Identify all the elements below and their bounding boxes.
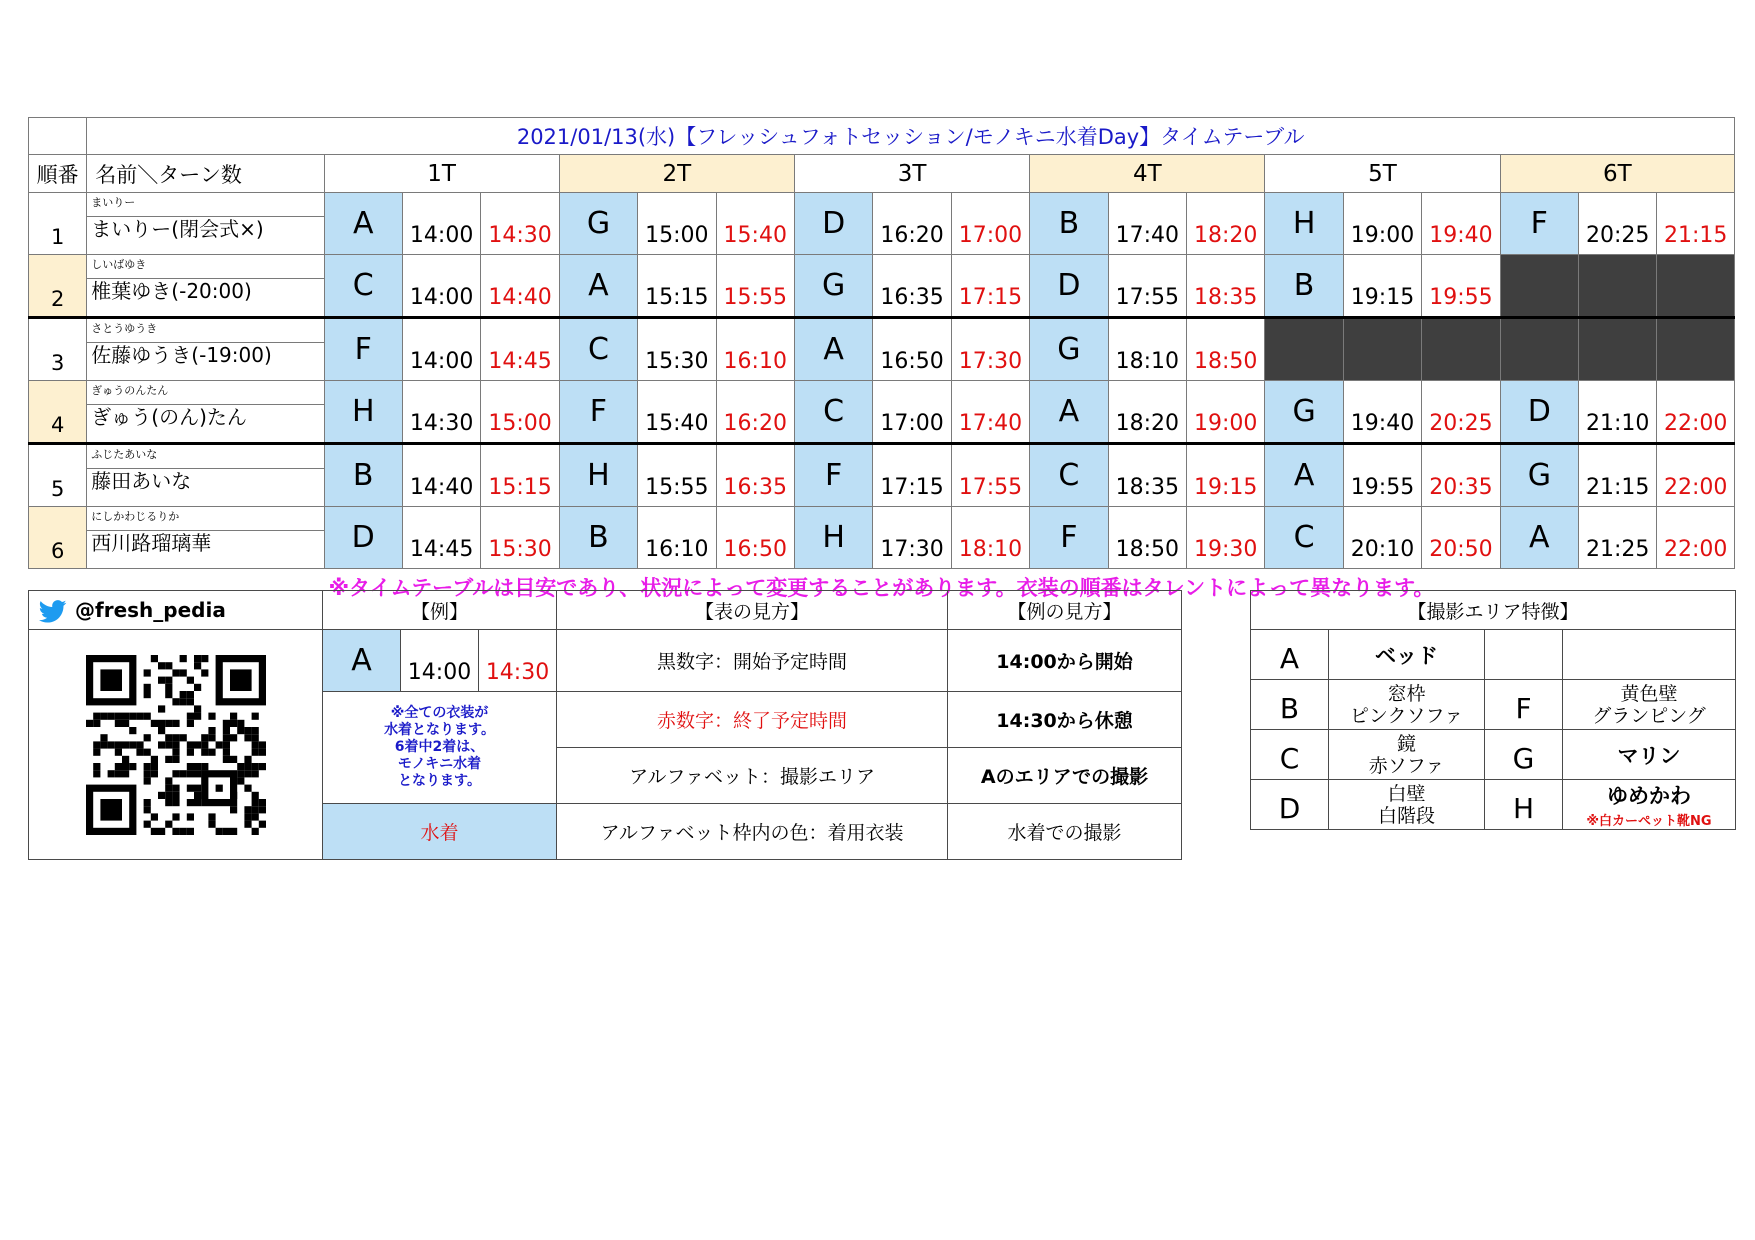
area-row — [1251, 730, 1736, 780]
area-letter: F — [1500, 193, 1578, 255]
table-row — [29, 255, 1735, 318]
area-letter: G — [1030, 318, 1108, 381]
start-time: 14:00 — [402, 193, 480, 255]
qr-code-cell — [29, 630, 323, 860]
unavailable-cell — [1657, 318, 1735, 381]
end-time: 15:40 — [716, 193, 794, 255]
area-letter: C — [1265, 507, 1343, 569]
area-row — [1251, 630, 1736, 680]
area-letter: G — [794, 255, 872, 318]
end-time: 17:00 — [951, 193, 1029, 255]
start-time: 14:00 — [402, 318, 480, 381]
area-letter: H — [324, 381, 402, 444]
end-time: 17:40 — [951, 381, 1029, 444]
start-time: 17:15 — [873, 444, 951, 507]
start-time: 17:00 — [873, 381, 951, 444]
area-letter: H — [794, 507, 872, 569]
area-description — [1329, 730, 1485, 780]
howto-header: 【表の見方】 — [557, 591, 948, 630]
talent-name-cell — [87, 507, 324, 569]
area-key: H — [1485, 780, 1563, 830]
table-row — [29, 381, 1735, 444]
start-time: 14:40 — [402, 444, 480, 507]
area-letter: F — [559, 381, 637, 444]
end-time: 20:25 — [1422, 381, 1500, 444]
table-row — [29, 507, 1735, 569]
order-number: 2 — [29, 255, 87, 318]
area-description — [1329, 680, 1485, 730]
end-time: 19:30 — [1186, 507, 1264, 569]
talent-name-ruby: ふじたあいな — [91, 448, 158, 461]
end-time: 14:45 — [481, 318, 559, 381]
area-letter: H — [1265, 193, 1343, 255]
example-area-letter: A — [323, 630, 401, 692]
area-letter: A — [794, 318, 872, 381]
area-description-text: 黄色壁 グランピング — [1592, 682, 1706, 727]
talent-name-cell — [87, 318, 324, 381]
howto-end: 赤数字：終了予定時間 — [557, 692, 948, 748]
start-time: 18:50 — [1108, 507, 1186, 569]
end-time: 16:35 — [716, 444, 794, 507]
turn-header: 2T — [559, 155, 794, 193]
end-time: 19:00 — [1186, 381, 1264, 444]
area-description-text: ゆめかわ — [1607, 784, 1691, 808]
order-header: 順番 — [29, 155, 87, 193]
start-time: 19:15 — [1343, 255, 1421, 318]
start-time: 20:25 — [1579, 193, 1657, 255]
area-letter: G — [1265, 381, 1343, 444]
unavailable-cell — [1500, 318, 1578, 381]
unavailable-cell — [1500, 255, 1578, 318]
end-time: 17:55 — [951, 444, 1029, 507]
area-description — [1563, 730, 1736, 780]
order-number: 1 — [29, 193, 87, 255]
area-key: D — [1251, 780, 1329, 830]
talent-name: 西川路瑠璃華 — [87, 530, 323, 555]
turn-header: 3T — [794, 155, 1029, 193]
table-row — [29, 193, 1735, 255]
area-letter: H — [559, 444, 637, 507]
talent-name-ruby: ぎゅうのんたん — [91, 384, 169, 397]
end-time: 14:40 — [481, 255, 559, 318]
area-letter: A — [1265, 444, 1343, 507]
area-description — [1563, 780, 1736, 830]
area-letter: A — [324, 193, 402, 255]
area-key: F — [1485, 680, 1563, 730]
example-howto-end: 14:30から休憩 — [948, 692, 1182, 748]
turn-header: 4T — [1030, 155, 1265, 193]
turn-header: 5T — [1265, 155, 1500, 193]
twitter-handle: @fresh_pedia — [75, 597, 226, 622]
example-howto-area: Aのエリアでの撮影 — [948, 748, 1182, 804]
talent-name: 佐藤ゆうき(-19:00) — [87, 342, 323, 367]
area-letter: B — [559, 507, 637, 569]
area-note: ※白カーペット靴NG — [1586, 814, 1712, 829]
example-header: 【例】 — [323, 591, 557, 630]
area-description — [1563, 630, 1736, 680]
start-time: 14:00 — [402, 255, 480, 318]
example-howto-header: 【例の見方】 — [948, 591, 1182, 630]
howto-costume-color: アルファベット枠内の色：着用衣装 — [557, 804, 948, 860]
end-time: 19:40 — [1422, 193, 1500, 255]
start-time: 15:00 — [638, 193, 716, 255]
start-time: 15:55 — [638, 444, 716, 507]
area-letter: C — [559, 318, 637, 381]
unavailable-cell — [1579, 255, 1657, 318]
end-time: 15:30 — [481, 507, 559, 569]
area-letter: C — [324, 255, 402, 318]
turn-header: 6T — [1500, 155, 1734, 193]
start-time: 14:45 — [402, 507, 480, 569]
order-number: 4 — [29, 381, 87, 444]
start-time: 18:35 — [1108, 444, 1186, 507]
start-time: 14:30 — [402, 381, 480, 444]
start-time: 21:15 — [1579, 444, 1657, 507]
area-description — [1329, 780, 1485, 830]
talent-name-cell — [87, 381, 324, 444]
end-time: 19:55 — [1422, 255, 1500, 318]
table-row — [29, 444, 1735, 507]
area-letter: B — [324, 444, 402, 507]
start-time: 16:20 — [873, 193, 951, 255]
area-row — [1251, 680, 1736, 730]
area-description-text: 白壁 白階段 — [1377, 782, 1435, 827]
start-time: 19:00 — [1343, 193, 1421, 255]
example-end-time: 14:30 — [479, 630, 557, 692]
costume-note — [323, 692, 557, 804]
start-time: 16:50 — [873, 318, 951, 381]
end-time: 20:50 — [1422, 507, 1500, 569]
area-letter: D — [1500, 381, 1578, 444]
area-letter: A — [1030, 381, 1108, 444]
order-number: 6 — [29, 507, 87, 569]
start-time: 18:10 — [1108, 318, 1186, 381]
start-time: 17:30 — [873, 507, 951, 569]
end-time: 18:35 — [1186, 255, 1264, 318]
start-time: 15:30 — [638, 318, 716, 381]
start-time: 21:10 — [1579, 381, 1657, 444]
example-howto-costume: 水着での撮影 — [948, 804, 1182, 860]
end-time: 21:15 — [1657, 193, 1735, 255]
area-letter: A — [559, 255, 637, 318]
area-letter: G — [559, 193, 637, 255]
end-time: 19:15 — [1186, 444, 1264, 507]
schedule-notice: ※タイムテーブルは目安であり、状況によって変更することがあります。衣装の順番はタレントによって異なります。 — [328, 576, 1435, 600]
end-time: 18:20 — [1186, 193, 1264, 255]
area-letter: C — [794, 381, 872, 444]
start-time: 17:55 — [1108, 255, 1186, 318]
area-letter: A — [1500, 507, 1578, 569]
end-time: 15:15 — [481, 444, 559, 507]
area-features-table — [1250, 590, 1736, 830]
talent-name-cell — [87, 444, 324, 507]
unavailable-cell — [1265, 318, 1343, 381]
talent-name-ruby: しいばゆき — [91, 258, 147, 271]
start-time: 15:40 — [638, 381, 716, 444]
area-letter: D — [794, 193, 872, 255]
order-number: 5 — [29, 444, 87, 507]
unavailable-cell — [1422, 318, 1500, 381]
unavailable-cell — [1343, 318, 1421, 381]
howto-area: アルファベット：撮影エリア — [557, 748, 948, 804]
talent-name: ぎゅう(のん)たん — [87, 404, 323, 429]
area-features-title: 【撮影エリア特徴】 — [1251, 591, 1736, 630]
area-row — [1251, 780, 1736, 830]
costume-note-text: ※全ての衣装が 水着となります。 6着中2着は、 モノキニ水着 となります。 — [384, 705, 495, 789]
example-start-time: 14:00 — [401, 630, 479, 692]
end-time: 17:15 — [951, 255, 1029, 318]
area-description — [1329, 630, 1485, 680]
end-time: 22:00 — [1657, 444, 1735, 507]
end-time: 22:00 — [1657, 381, 1735, 444]
area-letter: C — [1030, 444, 1108, 507]
unavailable-cell — [1657, 255, 1735, 318]
area-key: C — [1251, 730, 1329, 780]
end-time: 22:00 — [1657, 507, 1735, 569]
area-key: A — [1251, 630, 1329, 680]
turn-header: 1T — [324, 155, 559, 193]
example-howto-start: 14:00から開始 — [948, 630, 1182, 692]
start-time: 16:35 — [873, 255, 951, 318]
unavailable-cell — [1579, 318, 1657, 381]
area-description — [1563, 680, 1736, 730]
timetable — [28, 117, 1735, 605]
start-time: 16:10 — [638, 507, 716, 569]
area-key: G — [1485, 730, 1563, 780]
start-time: 20:10 — [1343, 507, 1421, 569]
end-time: 17:30 — [951, 318, 1029, 381]
talent-name: 椎葉ゆき(-20:00) — [87, 278, 323, 303]
end-time: 16:20 — [716, 381, 794, 444]
twitter-handle-cell[interactable] — [29, 591, 323, 630]
end-time: 15:55 — [716, 255, 794, 318]
swimsuit-label: 水着 — [323, 804, 557, 860]
talent-name-cell — [87, 255, 324, 318]
end-time: 16:10 — [716, 318, 794, 381]
area-letter: B — [1265, 255, 1343, 318]
talent-name-ruby: にしかわじるりか — [91, 510, 180, 523]
name-turns-header: 名前＼ターン数 — [87, 155, 324, 193]
area-letter: F — [1030, 507, 1108, 569]
talent-name: 藤田あいな — [87, 468, 323, 493]
start-time: 15:15 — [638, 255, 716, 318]
area-description-text: マリン — [1617, 743, 1681, 768]
end-time: 14:30 — [481, 193, 559, 255]
end-time: 18:50 — [1186, 318, 1264, 381]
area-letter: D — [324, 507, 402, 569]
start-time: 19:40 — [1343, 381, 1421, 444]
area-letter: G — [1500, 444, 1578, 507]
talent-name-cell — [87, 193, 324, 255]
area-description-text: 鏡 赤ソファ — [1368, 732, 1445, 777]
start-time: 19:55 — [1343, 444, 1421, 507]
start-time: 21:25 — [1579, 507, 1657, 569]
qr-code-icon[interactable] — [86, 655, 266, 835]
end-time: 15:00 — [481, 381, 559, 444]
order-number: 3 — [29, 318, 87, 381]
end-time: 16:50 — [716, 507, 794, 569]
howto-start: 黒数字：開始予定時間 — [557, 630, 948, 692]
talent-name-ruby: さとうゆうき — [91, 322, 158, 335]
page-title: 2021/01/13(水)【フレッシュフォトセッション/モノキニ水着Day】タイムテーブル — [87, 118, 1735, 155]
twitter-bird-icon — [39, 600, 67, 623]
area-description-text: 窓枠 ピンクソファ — [1349, 682, 1464, 727]
start-time: 17:40 — [1108, 193, 1186, 255]
talent-name-ruby: まいりー — [91, 196, 136, 209]
talent-name: まいりー(閉会式×) — [87, 216, 323, 241]
area-letter: F — [794, 444, 872, 507]
start-time: 18:20 — [1108, 381, 1186, 444]
area-key — [1485, 630, 1563, 680]
end-time: 20:35 — [1422, 444, 1500, 507]
end-time: 18:10 — [951, 507, 1029, 569]
area-key: B — [1251, 680, 1329, 730]
area-letter: B — [1030, 193, 1108, 255]
table-row — [29, 318, 1735, 381]
legend-table — [28, 590, 1182, 860]
area-description-text: ベッド — [1375, 643, 1438, 668]
area-letter: D — [1030, 255, 1108, 318]
area-letter: F — [324, 318, 402, 381]
